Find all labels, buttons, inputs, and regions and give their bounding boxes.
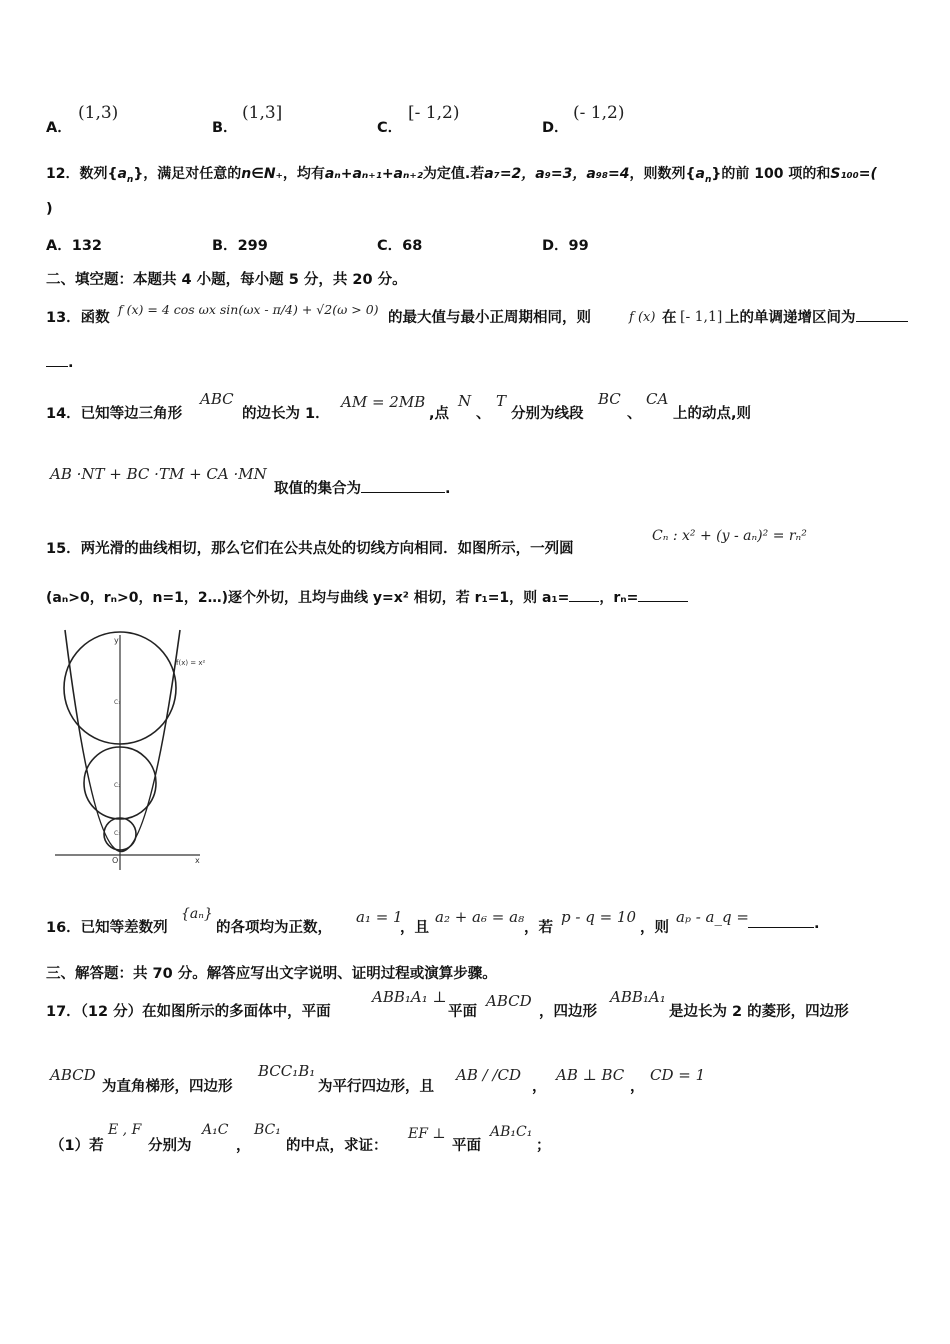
q17-l2-c2: AB ⊥ BC (556, 1066, 625, 1084)
q12-option-d: D．99 (542, 238, 589, 254)
q14-t1: 的边长为 1． (242, 406, 330, 422)
option-c-label: C． (377, 120, 403, 136)
q13-text3: 上的单调递增区间为 (725, 306, 908, 327)
q16-t4: ，则 (640, 920, 669, 936)
q17-l2-c3: CD = 1 (650, 1066, 706, 1084)
q16-diff: aₚ - a_q = (676, 908, 749, 926)
q14-bc: BC (598, 390, 621, 408)
q16-eq: a₂ + a₆ = a₈ (435, 908, 525, 926)
q14-n: N (458, 392, 472, 410)
q12-option-a: A．132 (46, 238, 103, 254)
q13-blank-end: . (46, 355, 74, 371)
q17-t2: ，四边形 (539, 1004, 597, 1020)
q12-option-c: C．68 (377, 238, 423, 254)
q13-function: f (x) = 4 cos ωx sin(ωx - π/4) + √2(ω > 0) (118, 302, 379, 317)
q17-t1: 平面 (448, 1004, 477, 1020)
option-a-value: (1,3) (78, 103, 119, 123)
q17-l2-s1: ， (532, 1079, 547, 1095)
question-12: 12．数列$\{a_n\}$，满足对任意的n∈N₊，均有aₙ+aₙ₊₁+aₙ₊₂为定值.若a₇=2，a₉=3，a₉₈=4，则数列$\{a_n\}$的前 100 项的和S₁₀₀=( (46, 166, 877, 185)
q14-t4: 上的动点,则 (673, 406, 752, 422)
q17-l3-ef: E , F (108, 1122, 142, 1138)
y-axis-label: y (114, 636, 119, 645)
q17-plane2: ABCD (486, 992, 532, 1010)
q17-plane1: ABB₁A₁ ⊥ (372, 988, 447, 1006)
q16-pq: p - q = 10 (561, 908, 636, 926)
question-15-line2: (aₙ>0，rₙ>0，n=1，2…)逐个外切，且均与曲线 y=x² 相切，若 r₁=1，则 a₁= ，rₙ= (46, 587, 688, 607)
q17-l2-s2: ， (630, 1079, 645, 1095)
q16-t3: ，若 (524, 920, 553, 936)
question-12-cont: ) (46, 201, 53, 217)
q14-sep: 、 (476, 406, 491, 422)
q16-t1: 的各项均为正数， (216, 920, 332, 936)
q17-l3-t2: 的中点，求证： (286, 1138, 388, 1154)
q15-figure (50, 625, 230, 870)
option-d-label: D． (542, 120, 569, 136)
question-14-num: 14．已知等边三角形 (46, 406, 183, 422)
q14-t3: 分别为线段 (511, 406, 584, 422)
q17-l3-a1c: A₁C (202, 1122, 229, 1138)
q14-am: AM = 2MB (341, 393, 426, 411)
q13-text2: 在 (662, 310, 677, 326)
q14-t2: ,点 (429, 406, 450, 422)
q17-l3-end: ； (536, 1138, 551, 1154)
q17-l3-t3: 平面 (452, 1138, 481, 1154)
curve-label: f(x) = x² (176, 659, 206, 667)
option-c-value: [- 1,2) (408, 103, 460, 123)
origin-label: O (112, 856, 119, 865)
option-a-label: A． (46, 120, 72, 136)
q17-plane3: ABB₁A₁ (610, 988, 666, 1006)
c1-label: C₁ (114, 699, 121, 706)
c3-label: C₃ (114, 830, 121, 837)
question-17-num: 17．（12 分）在如图所示的多面体中，平面 (46, 1004, 331, 1020)
q17-l3-t1: 分别为 (148, 1138, 192, 1154)
option-d-value: (- 1,2) (573, 103, 625, 123)
x-axis-label: x (195, 856, 200, 865)
q17-l3-num: （1）若 (50, 1138, 104, 1154)
q17-l2-c1: AB / /CD (456, 1066, 522, 1084)
c2-label: C₂ (114, 782, 121, 789)
q14-t: T (496, 392, 507, 410)
q16-blank: . (748, 916, 820, 932)
q14-sep2: 、 (627, 406, 642, 422)
q13-interval: [- 1,1] (680, 309, 723, 325)
q15-circle-equation: Cₙ : x² + (y - aₙ)² = rₙ² (652, 528, 807, 544)
q14-abc: ABC (200, 390, 234, 408)
q17-l3-bc1: BC₁ (254, 1122, 281, 1138)
section-3-heading: 三、解答题：共 70 分。解答应写出文字说明、证明过程或演算步骤。 (46, 966, 497, 982)
q14-expr: AB ·NT + BC ·TM + CA ·MN (50, 465, 267, 483)
q17-l3-sep: ， (236, 1138, 251, 1154)
option-b-label: B． (212, 120, 238, 136)
q17-l2-t1: 为直角梯形，四边形 (102, 1079, 233, 1095)
section-2-heading: 二、填空题：本题共 4 小题，每小题 5 分，共 20 分。 (46, 272, 407, 288)
option-b-value: (1,3] (242, 103, 283, 123)
q16-t2: ，且 (400, 920, 429, 936)
q17-t3: 是边长为 2 的菱形，四边形 (669, 1004, 849, 1020)
q16-seq: {aₙ} (181, 906, 213, 922)
q17-l3-ab1c1: AB₁C₁ (490, 1124, 533, 1140)
q12-option-b: B．299 (212, 238, 268, 254)
q14-ca: CA (646, 390, 669, 408)
q17-l2-p1: ABCD (50, 1066, 96, 1084)
question-15-line1: 15．两光滑的曲线相切，那么它们在公共点处的切线方向相同．如图所示，一列圆 (46, 541, 574, 557)
q13-text1: 的最大值与最小正周期相同，则 (388, 310, 591, 326)
q17-l2-p2: BCC₁B₁ (258, 1062, 316, 1080)
q13-fx: f (x) (629, 310, 656, 325)
q14-t5: 取值的集合为 . (274, 481, 451, 497)
q16-a1: a₁ = 1 (356, 908, 403, 926)
q17-l2-t2: 为平行四边形，且 (318, 1079, 434, 1095)
question-13-num: 13．函数 (46, 310, 110, 326)
question-16-num: 16．已知等差数列 (46, 920, 168, 936)
q17-l3-ef2: EF ⊥ (408, 1126, 446, 1142)
